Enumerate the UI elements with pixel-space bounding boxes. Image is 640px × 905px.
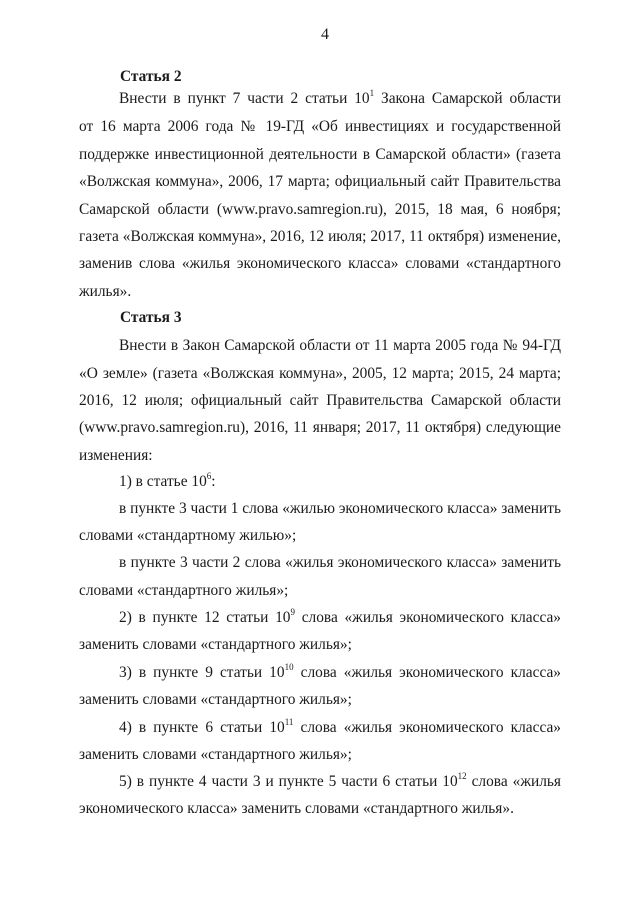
article-2-heading: Статья 2 [120, 68, 182, 85]
text-line [79, 800, 514, 818]
text-segment: 5) в пункте 4 части 3 и пункте 5 части 6 статьи 10 [119, 773, 458, 790]
text-segment: 4) в пункте 6 статьи 10 [119, 719, 285, 736]
article-3-heading: Статья 3 [120, 309, 182, 326]
text-segment: заменить словами «стандартного жилья»; [79, 691, 352, 708]
text-line [79, 283, 131, 301]
text-line [79, 255, 561, 273]
text-line [119, 664, 561, 682]
text-line [79, 419, 561, 437]
text-line [79, 636, 352, 654]
text-line [79, 118, 561, 136]
text-segment: слова «жилья экономического класса» [293, 664, 561, 681]
text-line [119, 473, 216, 491]
text-line [119, 90, 561, 108]
text-line [79, 582, 288, 600]
text-line [119, 337, 561, 355]
text-segment: газета «Волжская коммуна», 2016, 12 июля; 2017, 11 октября) изменение, [79, 228, 561, 245]
text-segment: экономического класса» заменить словами «стандартного жилья». [79, 800, 514, 817]
text-line [79, 173, 561, 191]
text-line [119, 609, 561, 627]
superscript: 9 [290, 607, 295, 617]
text-line [79, 392, 561, 410]
text-line [119, 500, 561, 518]
text-segment: «О земле» (газета «Волжская коммуна», 2005, 12 марта; 2015, 24 марта; [79, 365, 561, 382]
text-segment: «Волжская коммуна», 2006, 17 марта; официальный сайт Правительства [79, 173, 561, 190]
text-segment: заменить словами «стандартного жилья»; [79, 746, 352, 763]
text-line [79, 201, 561, 219]
text-segment: словами «стандартного жилья»; [79, 582, 289, 599]
text-line [79, 527, 296, 545]
text-line [79, 146, 561, 164]
text-line [119, 554, 561, 572]
text-segment: 2016, 12 июля; официальный сайт Правительства Самарской области [79, 392, 561, 409]
text-segment: в пункте 3 части 1 слова «жилью экономического класса» заменить [119, 500, 561, 517]
text-line [79, 691, 352, 709]
text-segment: Внести в пункт 7 части 2 статьи 10 [119, 90, 370, 107]
text-segment: Внести в Закон Самарской области от 11 марта 2005 года № 94-ГД [119, 337, 561, 354]
text-segment: изменения: [79, 447, 153, 464]
text-segment: : [211, 473, 216, 490]
text-segment: словами «стандартному жилью»; [79, 527, 297, 544]
text-segment: Самарской области (www.pravo.samregion.ru), 2015, 18 мая, 6 ноября; [79, 201, 561, 218]
superscript: 11 [284, 717, 294, 727]
page-number: 4 [321, 26, 329, 43]
text-line [79, 365, 561, 383]
text-segment: слова «жилья [466, 773, 561, 790]
text-segment: в пункте 3 части 2 слова «жилья экономического класса» заменить [119, 554, 561, 571]
superscript: 12 [457, 771, 467, 781]
text-segment: слова «жилья экономического класса» [293, 719, 561, 736]
text-line [79, 447, 153, 465]
text-segment: (www.pravo.samregion.ru), 2016, 11 января; 2017, 11 октября) следующие [79, 419, 561, 436]
text-line [119, 773, 561, 791]
text-line [79, 228, 561, 246]
text-segment: жилья». [79, 283, 132, 300]
text-segment: Закона Самарской области [374, 90, 561, 107]
text-segment: слова «жилья экономического класса» [295, 609, 561, 626]
text-segment: поддержке инвестиционной деятельности в Самарской области» (газета [79, 146, 561, 163]
text-segment: 1) в статье 10 [119, 473, 207, 490]
text-segment: заменив слова «жилья экономического класса» словами «стандартного [79, 255, 561, 272]
superscript: 1 [369, 88, 375, 98]
text-segment: заменить словами «стандартного жилья»; [79, 636, 352, 653]
text-segment: 2) в пункте 12 статьи 10 [119, 609, 291, 626]
text-segment: от 16 марта 2006 года № 19-ГД «Об инвестициях и государственной [79, 118, 561, 135]
text-segment: 3) в пункте 9 статьи 10 [119, 664, 285, 681]
text-line [119, 719, 561, 737]
superscript: 6 [206, 471, 212, 481]
superscript: 10 [284, 662, 294, 672]
text-line [79, 746, 352, 764]
